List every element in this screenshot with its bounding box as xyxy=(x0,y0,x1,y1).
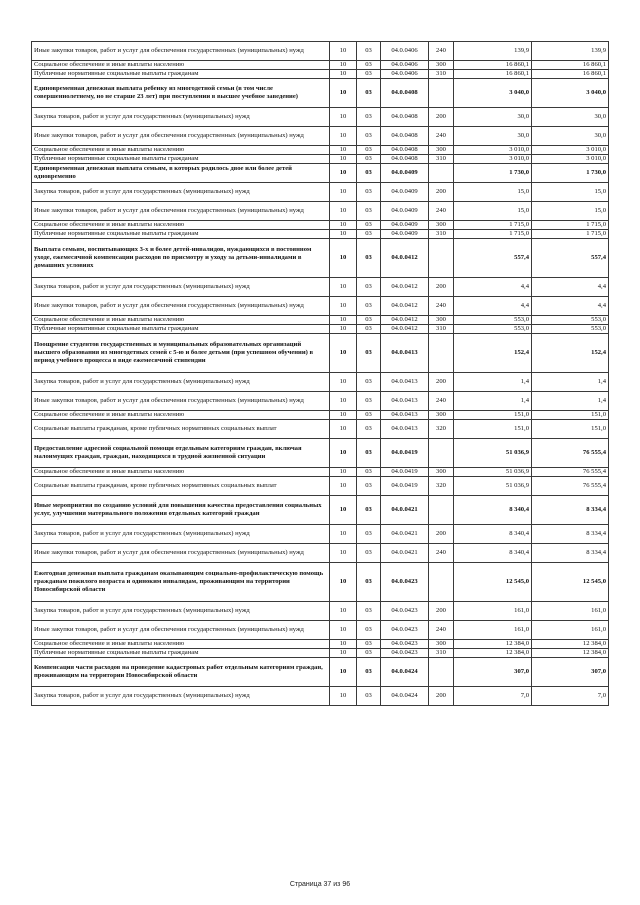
cell-expense-type: 240 xyxy=(429,544,454,563)
table-row xyxy=(32,202,609,221)
table-body xyxy=(32,42,609,706)
cell-expense-type: 240 xyxy=(429,297,454,316)
cell-expense-type xyxy=(429,164,454,183)
cell-amount-2: 15,0 xyxy=(532,202,609,221)
cell-name: Ежегодная денежная выплата гражданам оказывающим социально-профилактическую помощь гражданам пожилого возраста и одиноким инвалидам, проживающим на территории Новосибирской области xyxy=(32,563,330,602)
cell-target-article: 04.0.0409 xyxy=(381,164,429,183)
cell-target-article: 04.0.0423 xyxy=(381,640,429,649)
cell-amount-1: 30,0 xyxy=(454,127,532,146)
cell-name: Единовременная денежная выплата семьям, в которых родилось двое или более детей одновременно xyxy=(32,164,330,183)
cell-target-article: 04.0.0421 xyxy=(381,525,429,544)
cell-amount-1: 7,0 xyxy=(454,687,532,706)
table-row xyxy=(32,373,609,392)
cell-target-article: 04.0.0419 xyxy=(381,477,429,496)
cell-expense-type: 310 xyxy=(429,155,454,164)
cell-name: Социальное обеспечение и иные выплаты населению xyxy=(32,411,330,420)
cell-amount-1: 139,9 xyxy=(454,42,532,61)
cell-target-article: 04.0.0408 xyxy=(381,155,429,164)
cell-section: 10 xyxy=(330,687,357,706)
cell-section: 10 xyxy=(330,316,357,325)
cell-amount-1: 557,4 xyxy=(454,239,532,278)
cell-amount-2: 152,4 xyxy=(532,334,609,373)
cell-name: Закупка товаров, работ и услуг для государственных (муниципальных) нужд xyxy=(32,183,330,202)
table-row xyxy=(32,239,609,278)
cell-target-article: 04.0.0408 xyxy=(381,146,429,155)
cell-name: Иные закупки товаров, работ и услуг для обеспечения государственных (муниципальных) нужд xyxy=(32,202,330,221)
table-row xyxy=(32,602,609,621)
cell-name: Социальное обеспечение и иные выплаты населению xyxy=(32,640,330,649)
cell-amount-1: 15,0 xyxy=(454,202,532,221)
cell-section: 10 xyxy=(330,146,357,155)
cell-section: 10 xyxy=(330,297,357,316)
cell-section: 10 xyxy=(330,496,357,525)
cell-subsection: 03 xyxy=(357,61,381,70)
cell-target-article: 04.0.0421 xyxy=(381,544,429,563)
cell-amount-1: 51 036,9 xyxy=(454,477,532,496)
cell-amount-2: 151,0 xyxy=(532,411,609,420)
table-row xyxy=(32,70,609,79)
cell-expense-type xyxy=(429,496,454,525)
table-row xyxy=(32,183,609,202)
cell-target-article: 04.0.0419 xyxy=(381,439,429,468)
cell-amount-1: 151,0 xyxy=(454,420,532,439)
cell-amount-2: 3 010,0 xyxy=(532,155,609,164)
cell-name: Социальные выплаты гражданам, кроме публичных нормативных социальных выплат xyxy=(32,477,330,496)
cell-name: Предоставление адресной социальной помощи отдельным категориям граждан, включая малоимущих граждан, граждан, находящихся в трудной жизненной ситуации xyxy=(32,439,330,468)
cell-amount-1: 1,4 xyxy=(454,373,532,392)
cell-section: 10 xyxy=(330,70,357,79)
cell-amount-2: 8 334,4 xyxy=(532,525,609,544)
cell-expense-type: 310 xyxy=(429,70,454,79)
cell-amount-2: 1,4 xyxy=(532,392,609,411)
cell-section: 10 xyxy=(330,239,357,278)
cell-subsection: 03 xyxy=(357,155,381,164)
cell-subsection: 03 xyxy=(357,183,381,202)
cell-name: Социальное обеспечение и иные выплаты населению xyxy=(32,316,330,325)
cell-amount-2: 1 715,0 xyxy=(532,230,609,239)
cell-name: Социальное обеспечение и иные выплаты населению xyxy=(32,221,330,230)
cell-subsection: 03 xyxy=(357,420,381,439)
cell-amount-1: 553,0 xyxy=(454,316,532,325)
cell-expense-type: 240 xyxy=(429,127,454,146)
cell-name: Закупка товаров, работ и услуг для государственных (муниципальных) нужд xyxy=(32,373,330,392)
cell-target-article: 04.0.0412 xyxy=(381,239,429,278)
table-row xyxy=(32,155,609,164)
cell-name: Закупка товаров, работ и услуг для государственных (муниципальных) нужд xyxy=(32,278,330,297)
cell-subsection: 03 xyxy=(357,563,381,602)
table-row xyxy=(32,420,609,439)
cell-target-article: 04.0.0412 xyxy=(381,316,429,325)
cell-section: 10 xyxy=(330,325,357,334)
cell-amount-2: 161,0 xyxy=(532,602,609,621)
cell-subsection: 03 xyxy=(357,640,381,649)
cell-section: 10 xyxy=(330,658,357,687)
cell-amount-2: 3 010,0 xyxy=(532,146,609,155)
table-row xyxy=(32,525,609,544)
cell-expense-type: 300 xyxy=(429,640,454,649)
cell-subsection: 03 xyxy=(357,439,381,468)
cell-target-article: 04.0.0408 xyxy=(381,127,429,146)
cell-subsection: 03 xyxy=(357,477,381,496)
cell-amount-2: 161,0 xyxy=(532,621,609,640)
cell-amount-2: 76 555,4 xyxy=(532,477,609,496)
cell-amount-2: 1 730,0 xyxy=(532,164,609,183)
cell-amount-2: 139,9 xyxy=(532,42,609,61)
cell-expense-type: 240 xyxy=(429,621,454,640)
cell-target-article: 04.0.0424 xyxy=(381,687,429,706)
cell-subsection: 03 xyxy=(357,278,381,297)
cell-subsection: 03 xyxy=(357,79,381,108)
table-row xyxy=(32,61,609,70)
cell-name: Иные закупки товаров, работ и услуг для обеспечения государственных (муниципальных) нужд xyxy=(32,392,330,411)
cell-target-article: 04.0.0409 xyxy=(381,221,429,230)
table-row xyxy=(32,316,609,325)
cell-amount-1: 1 730,0 xyxy=(454,164,532,183)
page-number: Страница 37 из 96 xyxy=(289,881,351,888)
cell-target-article: 04.0.0419 xyxy=(381,468,429,477)
cell-amount-1: 307,0 xyxy=(454,658,532,687)
cell-subsection: 03 xyxy=(357,230,381,239)
table-row xyxy=(32,468,609,477)
cell-section: 10 xyxy=(330,334,357,373)
table-row xyxy=(32,621,609,640)
cell-amount-1: 1 715,0 xyxy=(454,230,532,239)
cell-amount-1: 3 040,0 xyxy=(454,79,532,108)
cell-subsection: 03 xyxy=(357,544,381,563)
cell-name: Публичные нормативные социальные выплаты гражданам xyxy=(32,230,330,239)
cell-name: Социальное обеспечение и иные выплаты населению xyxy=(32,61,330,70)
cell-expense-type xyxy=(429,334,454,373)
cell-target-article: 04.0.0424 xyxy=(381,658,429,687)
cell-subsection: 03 xyxy=(357,602,381,621)
cell-name: Иные закупки товаров, работ и услуг для обеспечения государственных (муниципальных) нужд xyxy=(32,544,330,563)
cell-expense-type xyxy=(429,239,454,278)
cell-subsection: 03 xyxy=(357,411,381,420)
cell-section: 10 xyxy=(330,420,357,439)
cell-name: Публичные нормативные социальные выплаты гражданам xyxy=(32,70,330,79)
cell-section: 10 xyxy=(330,544,357,563)
cell-expense-type: 240 xyxy=(429,42,454,61)
cell-expense-type: 300 xyxy=(429,316,454,325)
cell-subsection: 03 xyxy=(357,239,381,278)
cell-amount-1: 51 036,9 xyxy=(454,439,532,468)
cell-section: 10 xyxy=(330,183,357,202)
cell-subsection: 03 xyxy=(357,621,381,640)
cell-expense-type: 320 xyxy=(429,477,454,496)
cell-expense-type: 200 xyxy=(429,525,454,544)
cell-subsection: 03 xyxy=(357,164,381,183)
cell-amount-2: 12 384,0 xyxy=(532,640,609,649)
cell-target-article: 04.0.0423 xyxy=(381,649,429,658)
cell-section: 10 xyxy=(330,373,357,392)
cell-section: 10 xyxy=(330,563,357,602)
cell-section: 10 xyxy=(330,221,357,230)
cell-subsection: 03 xyxy=(357,658,381,687)
cell-target-article: 04.0.0412 xyxy=(381,297,429,316)
table-row xyxy=(32,164,609,183)
cell-section: 10 xyxy=(330,230,357,239)
cell-expense-type: 300 xyxy=(429,468,454,477)
cell-subsection: 03 xyxy=(357,649,381,658)
cell-subsection: 03 xyxy=(357,202,381,221)
table-row xyxy=(32,221,609,230)
cell-subsection: 03 xyxy=(357,687,381,706)
cell-section: 10 xyxy=(330,61,357,70)
cell-name: Иные закупки товаров, работ и услуг для обеспечения государственных (муниципальных) нужд xyxy=(32,42,330,61)
cell-section: 10 xyxy=(330,525,357,544)
cell-expense-type: 300 xyxy=(429,411,454,420)
cell-expense-type: 310 xyxy=(429,325,454,334)
table-row xyxy=(32,649,609,658)
cell-expense-type: 320 xyxy=(429,420,454,439)
cell-subsection: 03 xyxy=(357,468,381,477)
cell-amount-2: 30,0 xyxy=(532,108,609,127)
table-row xyxy=(32,496,609,525)
table-row xyxy=(32,563,609,602)
cell-amount-2: 30,0 xyxy=(532,127,609,146)
cell-amount-2: 12 384,0 xyxy=(532,649,609,658)
cell-expense-type xyxy=(429,79,454,108)
cell-amount-1: 16 860,1 xyxy=(454,70,532,79)
cell-expense-type xyxy=(429,658,454,687)
table-row xyxy=(32,230,609,239)
cell-expense-type xyxy=(429,563,454,602)
cell-target-article: 04.0.0408 xyxy=(381,108,429,127)
cell-amount-1: 30,0 xyxy=(454,108,532,127)
cell-amount-2: 8 334,4 xyxy=(532,496,609,525)
cell-amount-2: 16 860,1 xyxy=(532,70,609,79)
cell-subsection: 03 xyxy=(357,297,381,316)
cell-name: Единовременная денежная выплата ребенку из многодетной семьи (в том числе совершеннолетнему, но не старше 23 лет) при поступлении в высшее учебное заведение) xyxy=(32,79,330,108)
cell-target-article: 04.0.0409 xyxy=(381,202,429,221)
table-row xyxy=(32,42,609,61)
cell-subsection: 03 xyxy=(357,525,381,544)
cell-amount-1: 15,0 xyxy=(454,183,532,202)
cell-expense-type: 300 xyxy=(429,146,454,155)
cell-target-article: 04.0.0423 xyxy=(381,621,429,640)
cell-amount-1: 161,0 xyxy=(454,602,532,621)
cell-name: Иные закупки товаров, работ и услуг для обеспечения государственных (муниципальных) нужд xyxy=(32,127,330,146)
cell-section: 10 xyxy=(330,640,357,649)
cell-amount-1: 8 340,4 xyxy=(454,496,532,525)
cell-expense-type: 200 xyxy=(429,687,454,706)
cell-amount-2: 151,0 xyxy=(532,420,609,439)
cell-name: Закупка товаров, работ и услуг для государственных (муниципальных) нужд xyxy=(32,108,330,127)
cell-target-article: 04.0.0409 xyxy=(381,230,429,239)
cell-target-article: 04.0.0413 xyxy=(381,411,429,420)
cell-expense-type: 200 xyxy=(429,278,454,297)
table-row xyxy=(32,658,609,687)
cell-section: 10 xyxy=(330,602,357,621)
cell-amount-1: 16 860,1 xyxy=(454,61,532,70)
cell-target-article: 04.0.0413 xyxy=(381,420,429,439)
cell-amount-2: 3 040,0 xyxy=(532,79,609,108)
table-row xyxy=(32,146,609,155)
cell-name: Закупка товаров, работ и услуг для государственных (муниципальных) нужд xyxy=(32,687,330,706)
cell-section: 10 xyxy=(330,202,357,221)
cell-section: 10 xyxy=(330,649,357,658)
cell-amount-2: 4,4 xyxy=(532,297,609,316)
cell-target-article: 04.0.0423 xyxy=(381,563,429,602)
cell-expense-type: 240 xyxy=(429,392,454,411)
cell-name: Публичные нормативные социальные выплаты гражданам xyxy=(32,325,330,334)
table-row xyxy=(32,477,609,496)
cell-subsection: 03 xyxy=(357,146,381,155)
cell-name: Поощрение студентов государственных и муниципальных образовательных организаций высшего образования из многодетных семей с 5-ю и более детьми (при успешном обучении) в период учебного процесса в виде ежемесячной стипендии xyxy=(32,334,330,373)
cell-section: 10 xyxy=(330,42,357,61)
cell-amount-2: 1,4 xyxy=(532,373,609,392)
cell-amount-2: 4,4 xyxy=(532,278,609,297)
cell-amount-1: 1,4 xyxy=(454,392,532,411)
cell-name: Выплата семьям, воспитывающих 3-х и более детей-инвалидов, нуждающихся в постоянном уходе, ежемесячной компенсации расходов по присмотру и уходу за детьми-инвалидами в домашних условиях xyxy=(32,239,330,278)
table-row xyxy=(32,392,609,411)
table-row xyxy=(32,108,609,127)
cell-name: Социальные выплаты гражданам, кроме публичных нормативных социальных выплат xyxy=(32,420,330,439)
cell-name: Иные мероприятия по созданию условий для повышения качества предоставления социальных услуг, улучшения материального положения отдельных категорий граждан xyxy=(32,496,330,525)
cell-target-article: 04.0.0412 xyxy=(381,278,429,297)
cell-target-article: 04.0.0412 xyxy=(381,325,429,334)
cell-amount-2: 12 545,0 xyxy=(532,563,609,602)
cell-name: Социальное обеспечение и иные выплаты населению xyxy=(32,468,330,477)
cell-section: 10 xyxy=(330,278,357,297)
cell-amount-1: 12 384,0 xyxy=(454,640,532,649)
cell-name: Социальное обеспечение и иные выплаты населению xyxy=(32,146,330,155)
cell-amount-1: 8 340,4 xyxy=(454,525,532,544)
cell-expense-type: 200 xyxy=(429,602,454,621)
table-row xyxy=(32,544,609,563)
cell-target-article: 04.0.0413 xyxy=(381,373,429,392)
cell-amount-1: 12 545,0 xyxy=(454,563,532,602)
cell-expense-type xyxy=(429,439,454,468)
cell-amount-2: 7,0 xyxy=(532,687,609,706)
table-row xyxy=(32,334,609,373)
cell-amount-2: 76 555,4 xyxy=(532,439,609,468)
table-row xyxy=(32,127,609,146)
cell-section: 10 xyxy=(330,108,357,127)
cell-name: Публичные нормативные социальные выплаты гражданам xyxy=(32,155,330,164)
table-row xyxy=(32,687,609,706)
cell-target-article: 04.0.0406 xyxy=(381,42,429,61)
table-row xyxy=(32,411,609,420)
cell-target-article: 04.0.0421 xyxy=(381,496,429,525)
cell-expense-type: 200 xyxy=(429,373,454,392)
cell-subsection: 03 xyxy=(357,108,381,127)
cell-amount-1: 3 010,0 xyxy=(454,146,532,155)
cell-amount-1: 8 340,4 xyxy=(454,544,532,563)
cell-name: Закупка товаров, работ и услуг для государственных (муниципальных) нужд xyxy=(32,602,330,621)
cell-amount-1: 553,0 xyxy=(454,325,532,334)
cell-amount-1: 151,0 xyxy=(454,411,532,420)
cell-amount-2: 553,0 xyxy=(532,316,609,325)
cell-name: Компенсация части расходов на проведение кадастровых работ отдельным категориям граждан, проживающим на территории Новосибирской области xyxy=(32,658,330,687)
cell-target-article: 04.0.0423 xyxy=(381,602,429,621)
cell-section: 10 xyxy=(330,477,357,496)
cell-amount-2: 15,0 xyxy=(532,183,609,202)
table-row xyxy=(32,640,609,649)
cell-amount-2: 16 860,1 xyxy=(532,61,609,70)
table-row xyxy=(32,278,609,297)
cell-subsection: 03 xyxy=(357,127,381,146)
cell-amount-2: 76 555,4 xyxy=(532,468,609,477)
cell-subsection: 03 xyxy=(357,392,381,411)
cell-section: 10 xyxy=(330,79,357,108)
cell-subsection: 03 xyxy=(357,316,381,325)
cell-amount-1: 12 384,0 xyxy=(454,649,532,658)
cell-amount-1: 4,4 xyxy=(454,278,532,297)
budget-table xyxy=(31,41,609,706)
table-row xyxy=(32,297,609,316)
cell-section: 10 xyxy=(330,411,357,420)
cell-amount-2: 8 334,4 xyxy=(532,544,609,563)
cell-amount-2: 1 715,0 xyxy=(532,221,609,230)
cell-name: Закупка товаров, работ и услуг для государственных (муниципальных) нужд xyxy=(32,525,330,544)
cell-section: 10 xyxy=(330,439,357,468)
cell-expense-type: 310 xyxy=(429,230,454,239)
cell-amount-1: 51 036,9 xyxy=(454,468,532,477)
cell-expense-type: 300 xyxy=(429,61,454,70)
cell-expense-type: 200 xyxy=(429,108,454,127)
cell-subsection: 03 xyxy=(357,70,381,79)
cell-section: 10 xyxy=(330,392,357,411)
cell-section: 10 xyxy=(330,127,357,146)
cell-subsection: 03 xyxy=(357,42,381,61)
cell-subsection: 03 xyxy=(357,334,381,373)
cell-target-article: 04.0.0406 xyxy=(381,61,429,70)
cell-amount-1: 1 715,0 xyxy=(454,221,532,230)
cell-section: 10 xyxy=(330,468,357,477)
cell-expense-type: 240 xyxy=(429,202,454,221)
cell-subsection: 03 xyxy=(357,221,381,230)
table-row xyxy=(32,325,609,334)
cell-name: Публичные нормативные социальные выплаты гражданам xyxy=(32,649,330,658)
cell-name: Иные закупки товаров, работ и услуг для обеспечения государственных (муниципальных) нужд xyxy=(32,621,330,640)
cell-name: Иные закупки товаров, работ и услуг для обеспечения государственных (муниципальных) нужд xyxy=(32,297,330,316)
cell-target-article: 04.0.0408 xyxy=(381,79,429,108)
cell-expense-type: 200 xyxy=(429,183,454,202)
cell-expense-type: 310 xyxy=(429,649,454,658)
cell-subsection: 03 xyxy=(357,496,381,525)
cell-amount-1: 161,0 xyxy=(454,621,532,640)
cell-target-article: 04.0.0406 xyxy=(381,70,429,79)
cell-amount-2: 553,0 xyxy=(532,325,609,334)
cell-amount-1: 152,4 xyxy=(454,334,532,373)
cell-subsection: 03 xyxy=(357,373,381,392)
cell-amount-2: 307,0 xyxy=(532,658,609,687)
cell-section: 10 xyxy=(330,621,357,640)
table-row xyxy=(32,79,609,108)
cell-section: 10 xyxy=(330,155,357,164)
cell-subsection: 03 xyxy=(357,325,381,334)
cell-amount-1: 4,4 xyxy=(454,297,532,316)
cell-target-article: 04.0.0413 xyxy=(381,334,429,373)
cell-amount-2: 557,4 xyxy=(532,239,609,278)
cell-target-article: 04.0.0413 xyxy=(381,392,429,411)
cell-expense-type: 300 xyxy=(429,221,454,230)
cell-amount-1: 3 010,0 xyxy=(454,155,532,164)
table-row xyxy=(32,439,609,468)
cell-section: 10 xyxy=(330,164,357,183)
cell-target-article: 04.0.0409 xyxy=(381,183,429,202)
